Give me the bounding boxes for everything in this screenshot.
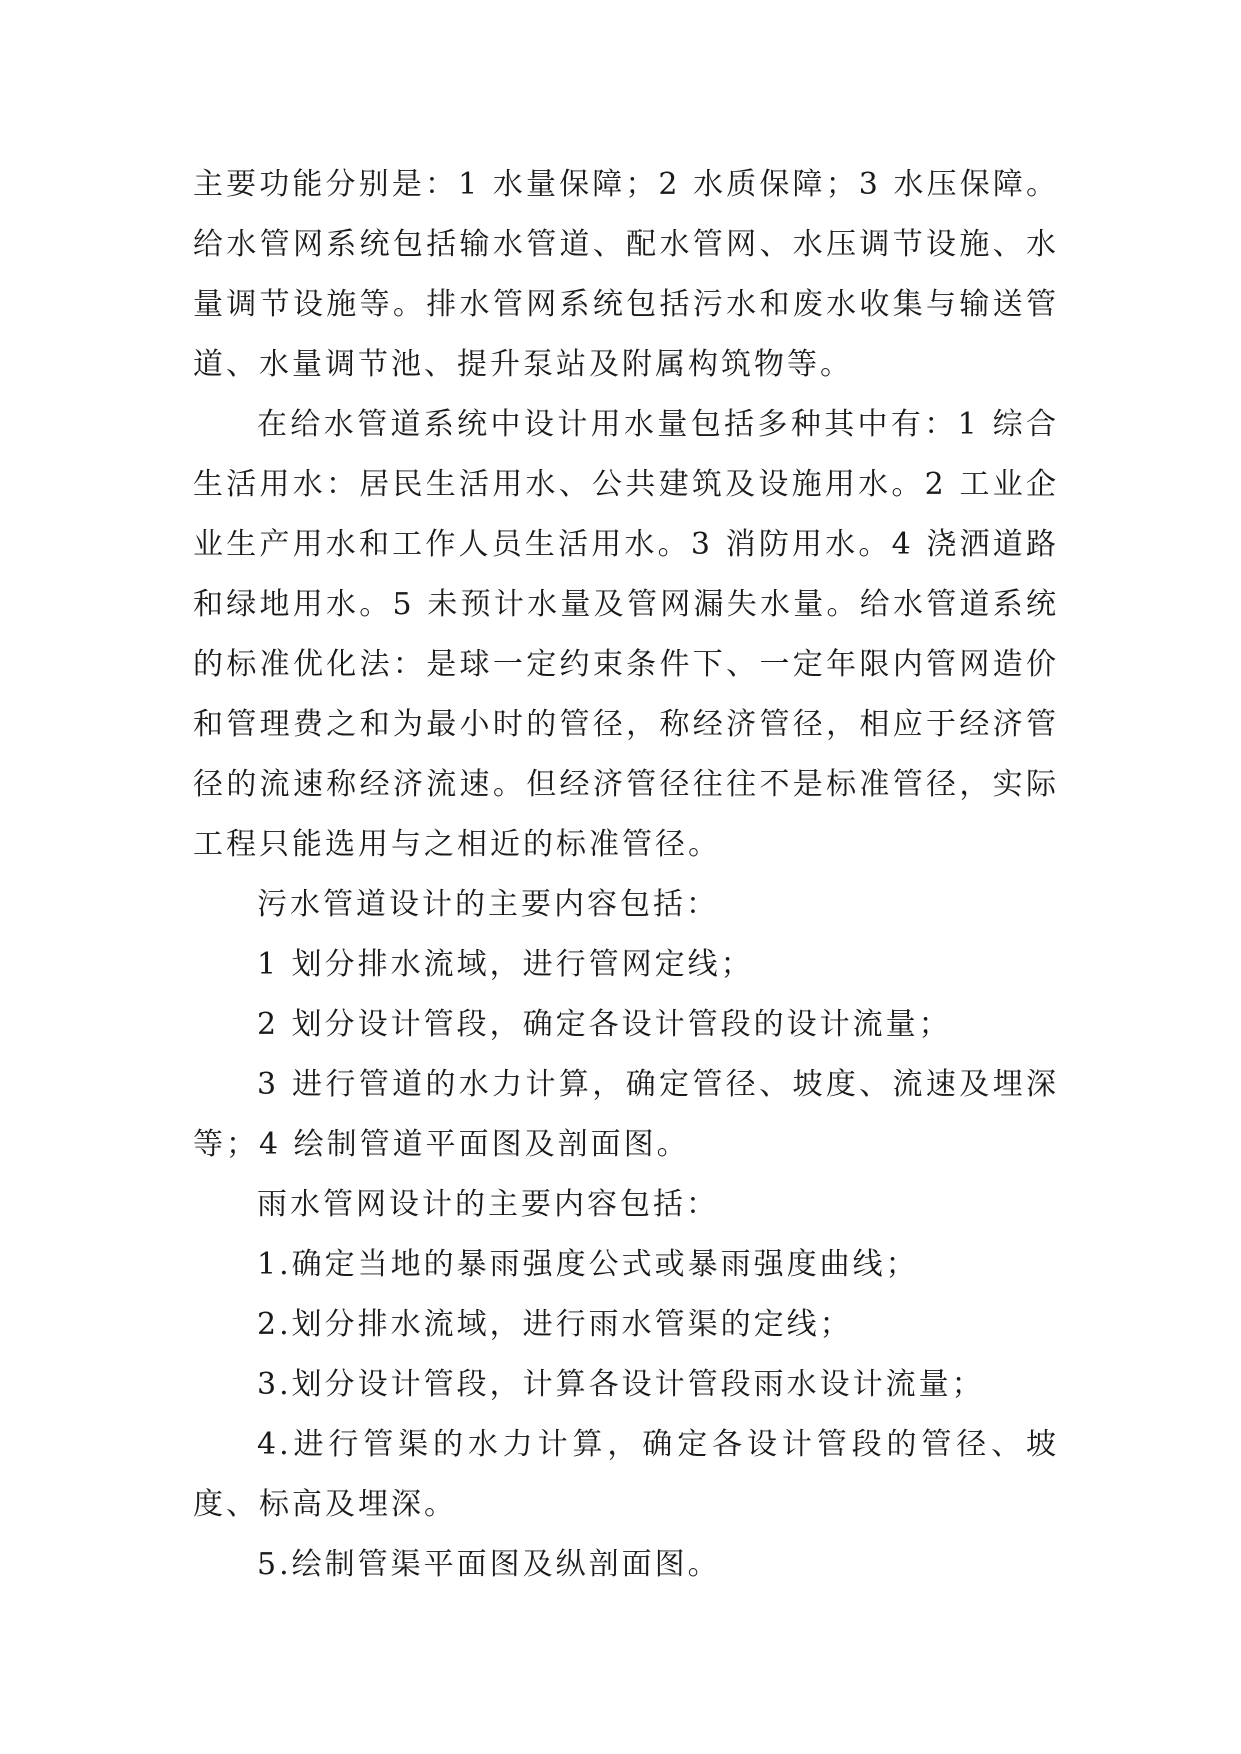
paragraph-functions: 主要功能分别是：1 水量保障；2 水质保障；3 水压保障。给水管网系统包括输水管道、配水管网、水压调节设施、水量调节设施等。排水管网系统包括污水和废水收集与输送管道、水量调节池、提升泵站及附属构筑物等。: [193, 167, 1059, 382]
paragraph-storm-design-heading: 雨水管网设计的主要内容包括：: [257, 1187, 719, 1222]
document-body: [193, 155, 1059, 1595]
list-item: 1 划分排水流域，进行管网定线；: [257, 947, 754, 982]
list-item: 1.确定当地的暴雨强度公式或暴雨强度曲线；: [257, 1247, 919, 1282]
list-item: 5.绘制管渠平面图及纵剖面图。: [257, 1547, 721, 1582]
paragraph-sewer-design-heading: 污水管道设计的主要内容包括：: [257, 887, 719, 922]
list-item: 3.划分设计管段，计算各设计管段雨水设计流量；: [257, 1367, 985, 1402]
paragraph-water-demand: 在给水管道系统中设计用水量包括多种其中有：1 综合生活用水：居民生活用水、公共建筑及设施用水。2 工业企业生产用水和工作人员生活用水。3 消防用水。4 浇洒道路和绿地用水。5 未预计水量及管网漏失水量。给水管道系统的标准优化法：是球一定约束条件下、一定年限内管网造价和管理费之和为最小时的管径，称经济管径，相应于经济管径的流速称经济流速。但经济管径往往不是标准管径，实际工程只能选用与之相近的标准管径。: [193, 407, 1059, 862]
list-item: 2 划分设计管段，确定各设计管段的设计流量；: [257, 1007, 952, 1042]
list-item: 4.进行管渠的水力计算，确定各设计管段的管径、坡度、标高及埋深。: [193, 1427, 1059, 1522]
list-item: 3 进行管道的水力计算，确定管径、坡度、流速及埋深等；4 绘制管道平面图及剖面图。: [193, 1067, 1059, 1162]
list-item: 2.划分排水流域，进行雨水管渠的定线；: [257, 1307, 853, 1342]
